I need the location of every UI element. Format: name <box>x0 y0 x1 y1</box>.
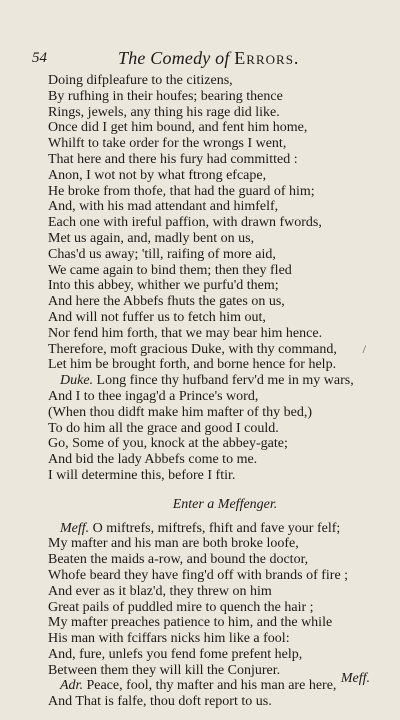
verse-line: Beaten the maids a-row, and bound the doctor, <box>48 552 309 568</box>
speaker-messenger: Meff. <box>60 520 90 536</box>
verse-line: Nor fend him forth, that we may bear him hence. <box>48 325 323 341</box>
verse-line: And, fure, unlefs you fend fome prefent help, <box>48 646 303 662</box>
verse-line: Let him be brought forth, and borne hence for help. <box>48 357 337 373</box>
verse-line: My mafter and his man are both broke loofe, <box>48 536 299 552</box>
speech-block-duke <box>48 389 382 484</box>
verse-line: My mafter preaches patience to him, and the while <box>48 615 333 631</box>
verse-line: Rings, jewels, any thing his rage did like. <box>48 104 280 120</box>
verse-line: Chas'd us away; 'till, raifing of more aid, <box>48 246 276 262</box>
verse-line: Between them they will kill the Conjurer. <box>48 662 281 678</box>
verse-line: Met us again, and, madly bent on us, <box>48 230 255 246</box>
catchword: Meff. <box>340 671 370 686</box>
verse-line: We came again to bind them; then they fled <box>48 262 292 278</box>
speech-line-duke <box>48 373 382 389</box>
verse-line: Each one with ireful paffion, with drawn fwords, <box>48 215 322 231</box>
verse-line: And ever as it blaz'd, they threw on him <box>48 583 272 599</box>
verse-line: His man with fciffars nicks him like a fool: <box>48 631 290 647</box>
verse-line: He broke from thofe, that had the guard of him; <box>48 183 315 199</box>
verse-line: Doing difpleafure to the citizens, <box>48 73 233 88</box>
verse-line: And here the Abbefs fhuts the gates on us, <box>48 294 285 310</box>
verse-line: Therefore, moft gracious Duke, with thy command, <box>48 341 337 357</box>
verse-line: That here and there his fury had committed : <box>48 151 298 167</box>
verse-line: I will determine this, before I ftir. <box>48 467 236 483</box>
verse-line: By rufhing in their houfes; bearing thence <box>48 88 283 104</box>
page-number: 54 <box>32 50 47 66</box>
play-text <box>48 73 382 710</box>
verse-line: To do him all the grace and good I could. <box>48 420 279 436</box>
verse-line: Whilft to take order for the wrongs I went, <box>48 136 287 152</box>
verse-line: Great pails of puddled mire to quench the hair ; <box>48 599 314 615</box>
verse-line: And That is falfe, thou doft report to us. <box>48 694 272 710</box>
verse-line: Into this abbey, whither we purfu'd them; <box>48 278 279 294</box>
running-title <box>118 48 299 69</box>
verse-line: Once did I get him bound, and fent him home, <box>48 120 308 136</box>
speech-line-messenger <box>48 521 382 537</box>
speech-block-continued <box>48 73 382 373</box>
running-title-caps: Errors. <box>234 48 300 68</box>
verse-line: Anon, I wot not by what ftrong efcape, <box>48 167 267 183</box>
running-header <box>32 50 378 70</box>
speech-first-line: Long fince thy hufband ferv'd me in my wars, <box>96 373 354 389</box>
verse-line: And will not fuffer us to fetch him out, <box>48 309 266 325</box>
verse-line: And I to thee ingag'd a Prince's word, <box>48 388 259 404</box>
speech-block-adriana <box>48 694 382 710</box>
speech-block-messenger <box>48 536 382 678</box>
margin-mark: / <box>362 342 366 356</box>
speaker-adriana: Adr. <box>60 678 83 694</box>
verse-line: And, with his mad attendant and himfelf, <box>48 199 279 215</box>
verse-line: Go, Some of you, knock at the abbey-gate; <box>48 436 288 452</box>
verse-line: Whofe beard they have fing'd off with brands of fire ; <box>48 567 349 583</box>
speaker-duke: Duke. <box>60 373 94 389</box>
running-title-italic: The Comedy of <box>118 48 230 68</box>
speech-first-line: O miftrefs, miftrefs, fhift and fave your felf; <box>92 520 341 536</box>
speech-line-adriana <box>48 678 382 694</box>
speech-first-line: Peace, fool, thy mafter and his man are here, <box>86 678 337 694</box>
verse-line: (When thou didft make him mafter of thy bed,) <box>48 404 312 420</box>
stage-direction: Enter a Meffenger. <box>172 496 278 512</box>
verse-line: And bid the lady Abbefs come to me. <box>48 452 258 468</box>
